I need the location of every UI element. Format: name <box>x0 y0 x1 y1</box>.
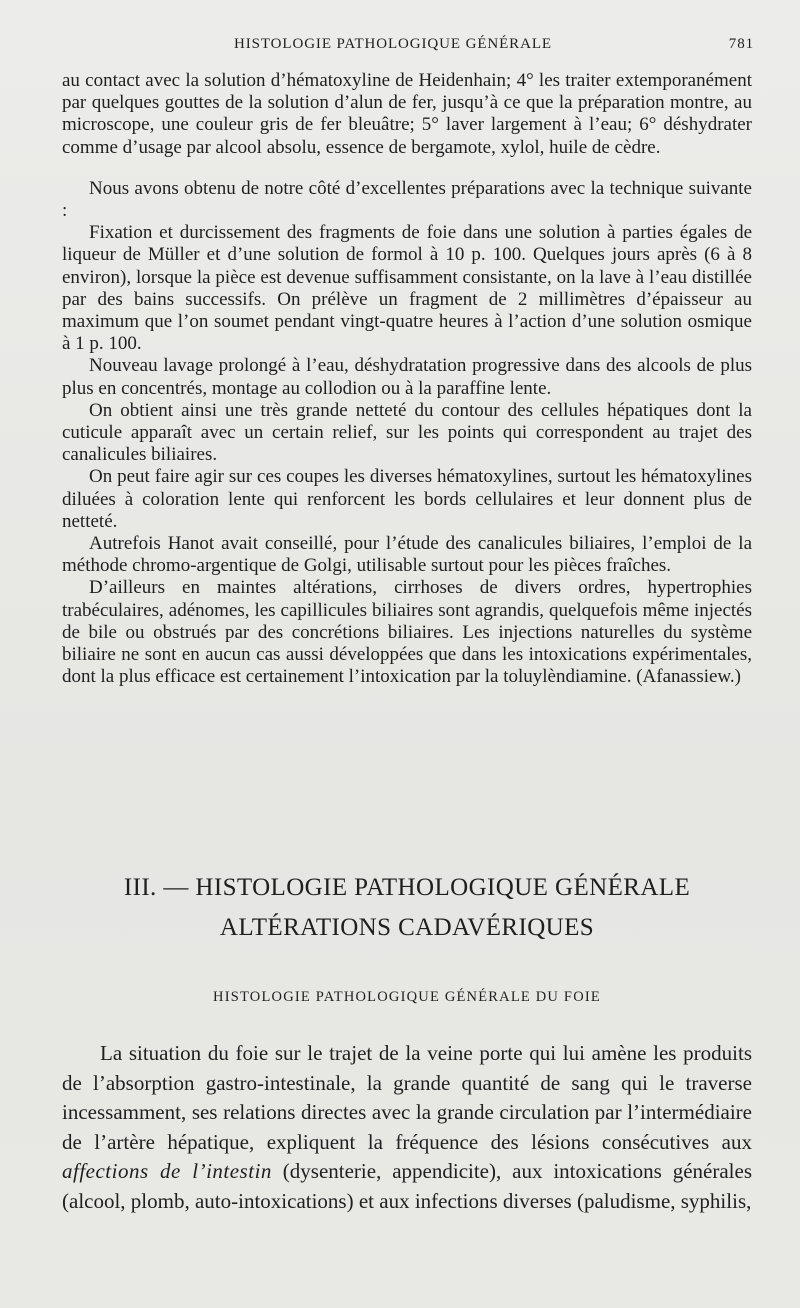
running-head <box>62 36 754 60</box>
closing-text-after: (dysenterie, appendicite), aux intoxications générales (alcool, plomb, auto-intoxications) et aux infections diverses (paludisme, syphilis, <box>62 1159 752 1213</box>
body-text <box>62 70 752 688</box>
paragraph-nettete: On obtient ainsi une très grande netteté du contour des cellules hépatiques dont la cuticule apparaît avec un certain relief, sur les points qui correspondent au trajet des canalicules biliaires. <box>62 399 752 466</box>
subsection-heading: HISTOLOGIE PATHOLOGIQUE GÉNÉRALE DU FOIE <box>213 989 601 1005</box>
section-title: III. — HISTOLOGIE PATHOLOGIQUE GÉNÉRALE <box>123 874 691 901</box>
page-number: 781 <box>728 36 754 52</box>
paragraph-hanot: Autrefois Hanot avait conseillé, pour l’étude des canalicules biliaires, l’emploi de la méthode chromo-argentique de Golgi, utilisable surtout pour les pièces fraîches. <box>62 533 752 577</box>
closing-text-emphasis: affections de l’intestin <box>62 1159 272 1183</box>
paragraph-hematoxylines: On peut faire agir sur ces coupes les diverses hématoxylines, surtout les hématoxylines diluées à coloration lente qui renforcent les bords cellulaires et leur donnent plus de netteté. <box>62 466 752 532</box>
closing-text <box>62 1039 752 1216</box>
running-head-title: HISTOLOGIE PATHOLOGIQUE GÉNÉRALE <box>234 36 552 52</box>
section-subtitle: ALTÉRATIONS CADAVÉRIQUES <box>219 914 595 941</box>
paragraph-continuation: au contact avec la solution d’hématoxyline de Heidenhain; 4° les traiter extemporanément par quelques gouttes de la solution d’alun de fer, jusqu’à ce que la préparation montre, au microscope, une couleur gris de fer bleuâtre; 5° laver largement à l’eau; 6° déshydrater comme d’usage par alcool absolu, essence de bergamote, xylol, huile de cèdre. <box>62 70 752 158</box>
paragraph-alterations: D’ailleurs en maintes altérations, cirrhoses de divers ordres, hypertrophies trabéculaires, adénomes, les capillicules biliaires sont agrandis, quelquefois même injectés de bile ou obstrués par des concrétions biliaires. Les injections naturelles du système biliaire ne sont en aucun cas aussi développées que dans les intoxications expérimentales, dont la plus efficace est certainement l’intoxication par la toluylèndiamine. (Afanassiew.) <box>62 577 752 688</box>
paragraph-situation <box>62 1039 752 1216</box>
closing-text-before: La situation du foie sur le trajet de la veine porte qui lui amène les produits de l’absorption gastro-intestinale, la grande quantité de sang qui le traverse incessamment, ses relations directes avec la grande circulation par l’intermédiaire de l’artère hépatique, expliquent la fréquence des lésions consécutives aux <box>62 1041 752 1154</box>
paragraph-technique-intro: Nous avons obtenu de notre côté d’excellentes préparations avec la technique suivante : <box>62 177 752 222</box>
paragraph-fixation: Fixation et durcissement des fragments de foie dans une solution à parties égales de liqueur de Müller et d’une solution de formol à 10 p. 100. Quelques jours après (6 à 8 environ), lorsque la pièce est devenue suffisamment consistante, on la lave à l’eau distillée par des bains successifs. On prélève un fragment de 2 millimètres d’épaisseur au maximum que l’on soumet pendant vingt-quatre heures à l’action d’une solution osmique à 1 p. 100. <box>62 222 752 355</box>
paragraph-lavage: Nouveau lavage prolongé à l’eau, déshydratation progressive dans des alcools de plus plus en concentrés, montage au collodion ou à la paraffine lente. <box>62 355 752 399</box>
